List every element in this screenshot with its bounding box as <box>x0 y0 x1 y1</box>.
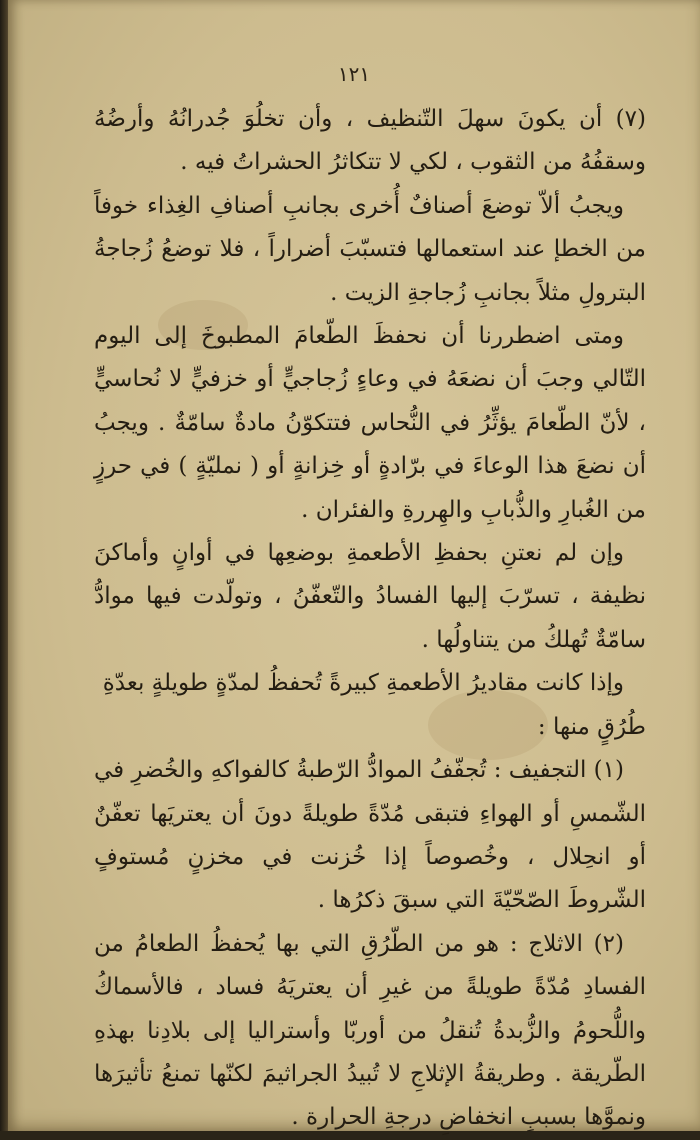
paragraph-preservation-intro: وإذا كانت مقاديرُ الأطعمةِ كبيرةً تُحفظُ لمدّةٍ طويلةٍ بعدّةِ طُرُقٍ منها : <box>102 670 646 740</box>
paragraph-separate-foods: ويجبُ ألاّ توضعَ أصنافٌ أُخرى بجانبِ أصنافِ الغِذاء خوفاً من الخطإ عند استعمالها فتسبّبَ أضراراً ، فلا توضعُ زُجاجةُ البترولِ مثلاً بجانبِ زُجاجةِ الزيت . <box>94 192 647 306</box>
paragraph-spoilage-warning: وإن لم نعتنِ بحفظِ الأطعمةِ بوضعِها في أوانٍ وأماكنَ نظيفة ، تسرّبَ إليها الفسادُ والتّعفّنُ ، وتولّدت فيها موادُّ سامّةٌ تُهلكُ من يتناولُها . <box>94 540 646 653</box>
page-body <box>94 98 646 1140</box>
paragraph-drying-method: (١) التجفيف : تُجفّفُ الموادُّ الرّطبةُ كالفواكهِ والخُضرِ في الشّمسِ أو الهواءِ فتبقى مُدّةً طويلةً دونَ أن يعتريَها تعفّنٌ أو انحِلال ، وخُصوصاً إذا خُزنت في مخزنٍ مُستوفٍ الشّروطَ الصّحّيّةَ التي سبقَ ذكرُها . <box>94 757 646 914</box>
paragraph-cooked-food-storage: ومتى اضطررنا أن نحفظَ الطّعامَ المطبوخَ إلى اليوم التّالي وجبَ أن نضعَهُ في وعاءٍ زُجاجيٍّ أو خزفيٍّ لا نُحاسيٍّ ، لأنّ الطّعامَ يؤثِّرُ في النُّحاس فتتكوّنُ مادةٌ سامّةٌ . ويجبُ أن نضعَ هذا الوعاءَ في برّادةٍ أو خِزانةٍ أو ( نمليّةٍ ) في حرزٍ من الغُبارِ والذُّبابِ والهِررةِ والفئران . <box>94 323 646 523</box>
paragraph-refrigeration-method: (٢) الاثلاج : هو من الطّرُقِ التي بها يُحفظُ الطعامُ من الفسادِ مُدّةً طويلةً من غيرِ أن يعتريَهُ فساد ، فالأسماكُ واللُّحومُ والزُّبدةُ تُنقلُ من أوربّا وأستراليا إلى بلادِنا بهذهِ الطّريقة . وطريقةُ الإثلاجِ لا تُبيدُ الجراثيمَ لكنّها تمنعُ تأثيرَها ونموَّها بسببِ انخفاضِ درجةِ الحرارة . <box>94 930 646 1131</box>
book-page <box>8 0 700 1131</box>
paragraph-ventilation-rule-7: (٧) أن يكونَ سهلَ التّنظيف ، وأن تخلُوَ جُدرانُهُ وأرضُهُ وسقفُهُ من الثقوب ، لكي لا تتكاثرُ الحشراتُ فيه . <box>94 106 646 176</box>
page-number: ١٢١ <box>337 62 371 86</box>
